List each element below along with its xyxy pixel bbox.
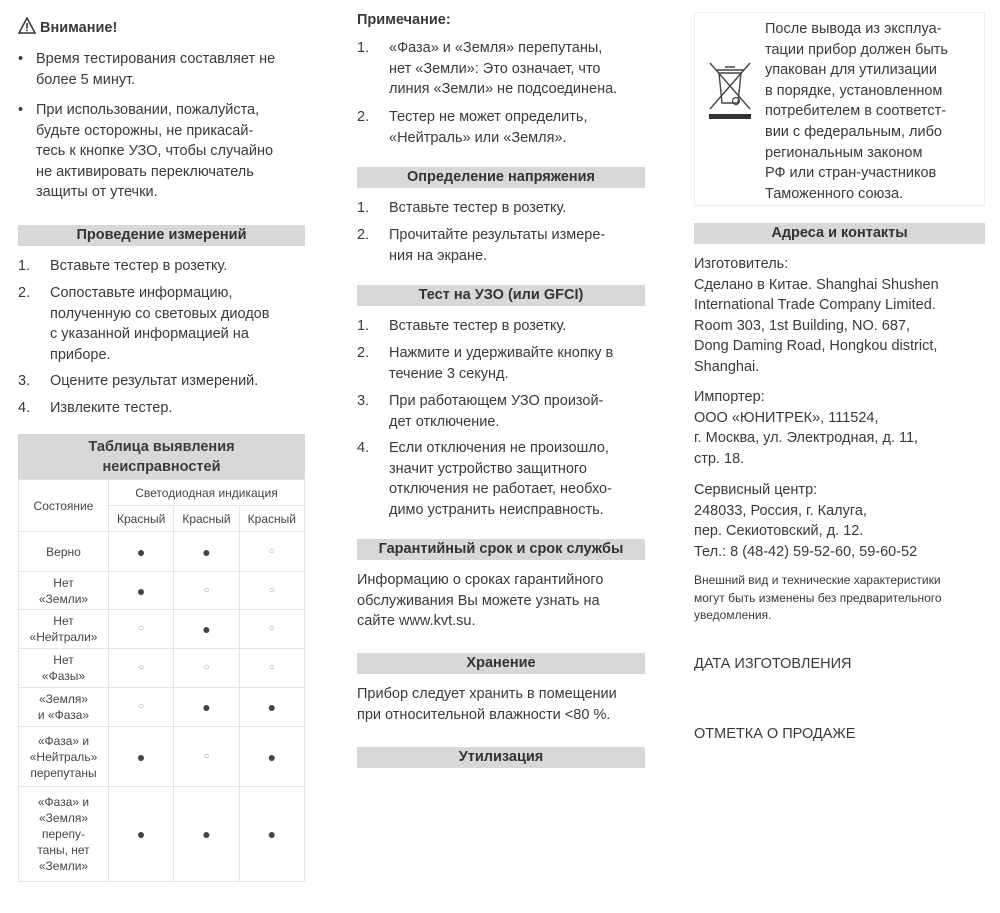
manufacture-date-label: ДАТА ИЗГОТОВЛЕНИЯ bbox=[694, 656, 852, 672]
section-heading-measurements: Проведение измерений bbox=[18, 225, 305, 246]
state-cell: «Земля» и «Фаза» bbox=[19, 688, 109, 727]
led-on-icon: ● bbox=[174, 532, 239, 572]
state-cell: Нет «Нейтрали» bbox=[19, 610, 109, 649]
state-cell: Нет «Земли» bbox=[19, 572, 109, 610]
list-item: 3. При работающем УЗО произой- дет отключение. bbox=[357, 393, 604, 430]
led-on-icon: ● bbox=[239, 688, 304, 727]
sale-mark-label: ОТМЕТКА О ПРОДАЖЕ bbox=[694, 726, 856, 742]
list-item: 4. Извлеките тестер. bbox=[18, 400, 173, 416]
led-on-icon: ● bbox=[174, 610, 239, 649]
list-item: 2. Тестер не может определить, «Нейтраль» или «Земля». bbox=[357, 109, 588, 146]
led-on-icon: ● bbox=[109, 532, 174, 572]
list-item: 1. Вставьте тестер в розетку. bbox=[357, 318, 567, 334]
state-cell: «Фаза» и «Нейтраль» перепутаны bbox=[19, 727, 109, 787]
led-on-icon: ● bbox=[174, 787, 239, 882]
table-row bbox=[19, 727, 305, 787]
table-row bbox=[19, 649, 305, 688]
led-off-icon: ○ bbox=[239, 572, 304, 610]
led-off-icon: ○ bbox=[174, 572, 239, 610]
led-off-icon: ○ bbox=[174, 649, 239, 688]
led-on-icon: ● bbox=[109, 572, 174, 610]
led-column-header: Красный bbox=[174, 506, 239, 532]
fault-table bbox=[18, 434, 305, 882]
led-column-header: Красный bbox=[109, 506, 174, 532]
led-on-icon: ● bbox=[109, 727, 174, 787]
warning-bullet: • При использовании, пожалуйста, будьте осторожны, не прикасай- тесь к кнопке УЗО, чтобы случайно не активировать переключатель защиты от утечки. bbox=[18, 100, 308, 203]
importer-info: Импортер: ООО «ЮНИТРЕК», 111524, г. Москва, ул. Электродная, д. 11, стр. 18. bbox=[694, 389, 919, 467]
list-item: 2. Прочитайте результаты измере- ния на экране. bbox=[357, 227, 606, 264]
led-on-icon: ● bbox=[109, 787, 174, 882]
led-off-icon: ○ bbox=[239, 532, 304, 572]
table-row bbox=[19, 688, 305, 727]
list-item: 1. Вставьте тестер в розетку. bbox=[18, 258, 228, 274]
warning-triangle-icon bbox=[18, 17, 36, 38]
table-title: Таблица выявления неисправностей bbox=[18, 434, 305, 479]
led-on-icon: ● bbox=[239, 787, 304, 882]
service-center-info: Сервисный центр: 248033, Россия, г. Калуга, пер. Секиотовский, д. 12. Тел.: 8 (48-42) 59-52-60, 59-60-52 bbox=[694, 482, 918, 560]
table-row bbox=[19, 532, 305, 572]
state-header: Состояние bbox=[19, 480, 109, 532]
table-row bbox=[19, 610, 305, 649]
state-cell: Верно bbox=[19, 532, 109, 572]
bullet-icon: • bbox=[18, 102, 24, 118]
section-heading-contacts: Адреса и контакты bbox=[694, 223, 985, 244]
disposal-box bbox=[694, 12, 985, 206]
led-column-header: Красный bbox=[239, 506, 304, 532]
led-on-icon: ● bbox=[239, 727, 304, 787]
section-heading-disposal: Утилизация bbox=[357, 747, 645, 768]
list-item: 3. Оцените результат измерений. bbox=[18, 373, 259, 389]
warning-bullet: • Время тестирования составляет не более 5 минут. bbox=[18, 49, 308, 90]
bullet-icon: • bbox=[18, 51, 24, 67]
list-item: 4. Если отключения не произошло, значит устройство защитного отключения не работает, необхо- димо устранить неисправность. bbox=[357, 440, 612, 518]
led-off-icon: ○ bbox=[109, 610, 174, 649]
storage-text: Прибор следует хранить в помещении при относительной влажности <80 %. bbox=[357, 686, 617, 723]
led-off-icon: ○ bbox=[239, 649, 304, 688]
warranty-text: Информацию о сроках гарантийного обслуживания Вы можете узнать на сайте www.kvt.su. bbox=[357, 572, 604, 630]
list-item: 2. Сопоставьте информацию, полученную со световых диодов с указанной информацией на приборе. bbox=[18, 285, 270, 363]
led-on-icon: ● bbox=[174, 688, 239, 727]
disposal-text: После вывода из эксплуа- тации прибор должен быть упакован для утилизации в порядке, установленном потребителем в соответст- вии с федеральным, либо региональным законом РФ или стран-участников Таможенного союза. bbox=[765, 21, 948, 202]
table-row bbox=[19, 572, 305, 610]
warning-heading: Внимание! bbox=[18, 17, 117, 38]
disclaimer: Внешний вид и технические характеристики могут быть изменены без предварительного уведомления. bbox=[694, 573, 942, 622]
crossed-bin-icon bbox=[707, 59, 753, 126]
section-heading-rcd-test: Тест на УЗО (или GFCI) bbox=[357, 285, 645, 306]
section-heading-voltage: Определение напряжения bbox=[357, 167, 645, 188]
led-off-icon: ○ bbox=[109, 649, 174, 688]
table-row bbox=[19, 787, 305, 882]
led-off-icon: ○ bbox=[109, 688, 174, 727]
list-item: 1. «Фаза» и «Земля» перепутаны, нет «Земли»: Это означает, что линия «Земли» не подсоединена. bbox=[357, 40, 618, 98]
manufacturer-info: Изготовитель: Сделано в Китае. Shanghai Shushen International Trade Company Limited. Room 303, 1st Building, NO. 687, Dong Daming Road, Hongkou district, Shanghai. bbox=[694, 256, 939, 375]
state-cell: «Фаза» и «Земля» перепу- таны, нет «Земли» bbox=[19, 787, 109, 882]
note-heading: Примечание: bbox=[357, 12, 451, 28]
led-off-icon: ○ bbox=[239, 610, 304, 649]
list-item: 2. Нажмите и удерживайте кнопку в течение 3 секунд. bbox=[357, 345, 614, 382]
led-header: Светодиодная индикация bbox=[109, 480, 305, 506]
led-off-icon: ○ bbox=[174, 727, 239, 787]
section-heading-storage: Хранение bbox=[357, 653, 645, 674]
section-heading-warranty: Гарантийный срок и срок службы bbox=[357, 539, 645, 560]
state-cell: Нет «Фазы» bbox=[19, 649, 109, 688]
list-item: 1. Вставьте тестер в розетку. bbox=[357, 200, 567, 216]
